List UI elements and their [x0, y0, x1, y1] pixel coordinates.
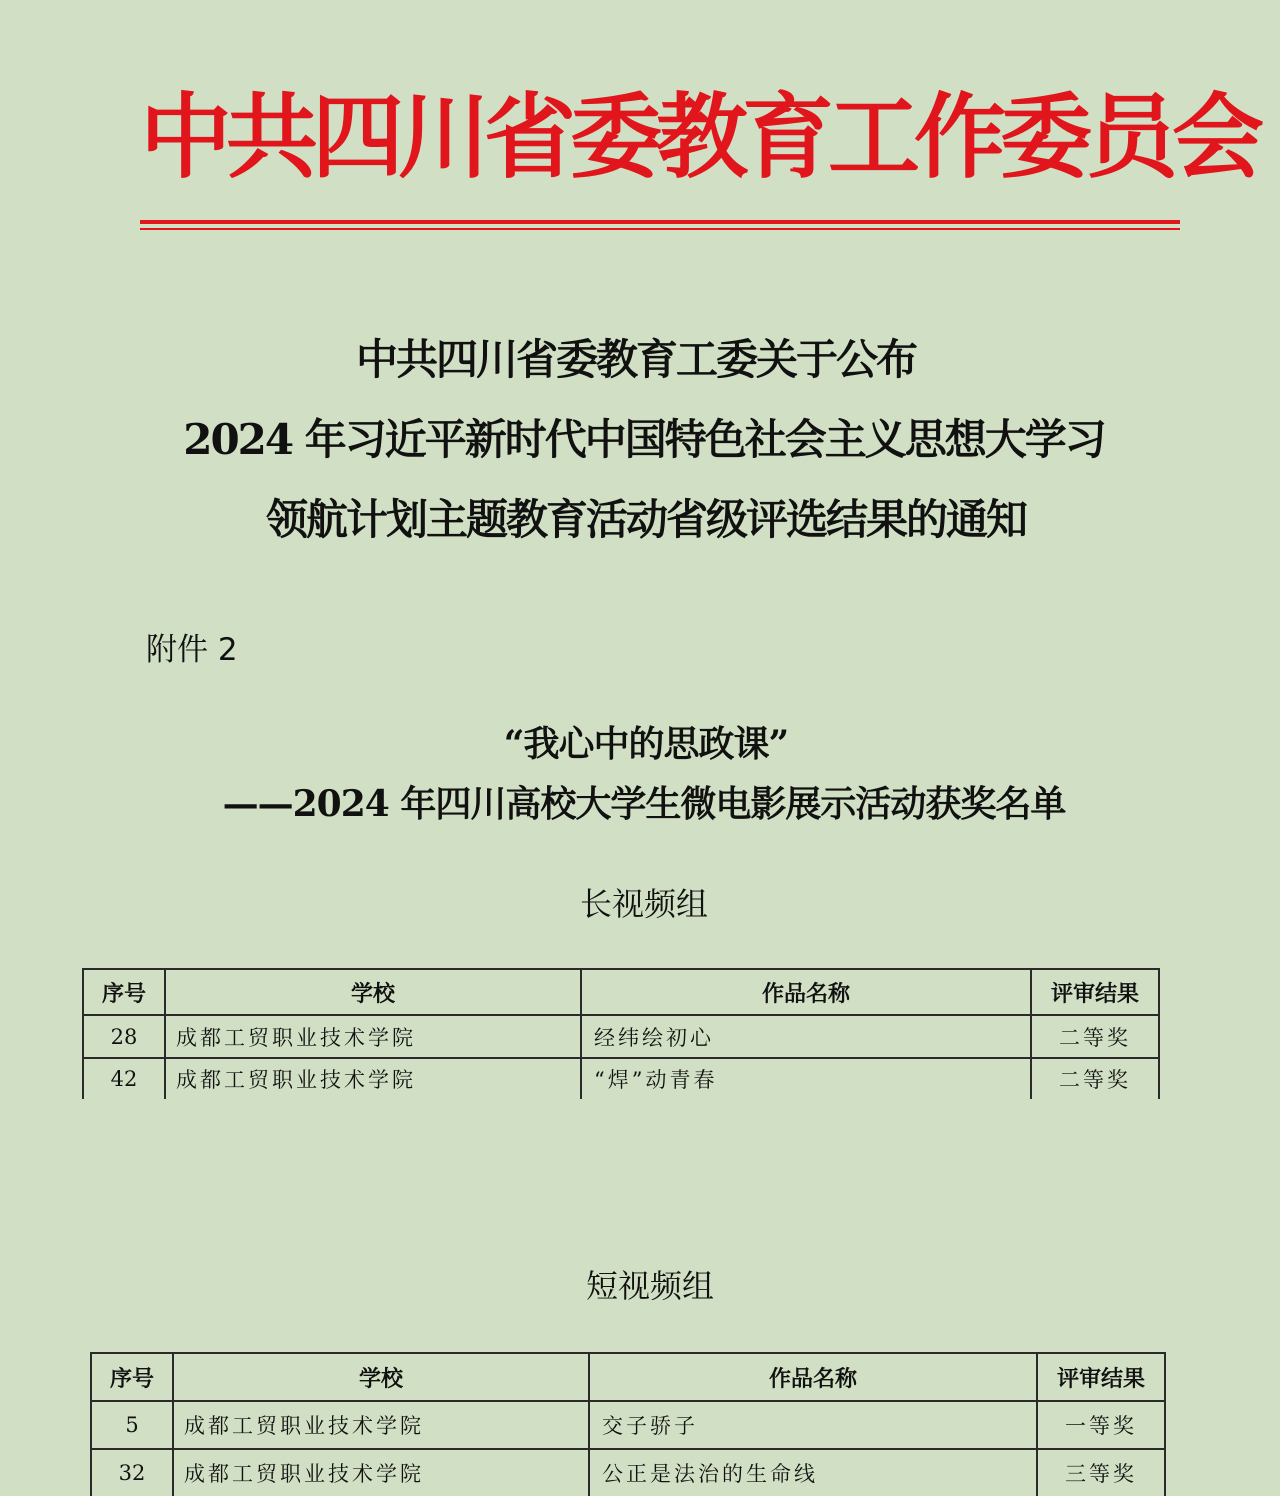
cell-result: 三等奖 [1037, 1449, 1165, 1496]
table-header-row [83, 969, 1159, 1015]
short-video-award-table [90, 1352, 1166, 1496]
notice-title-line-1: 中共四川省委教育工委关于公布 [355, 335, 916, 384]
column-header-result: 评审结果 [1037, 1353, 1165, 1401]
table-header-row [91, 1353, 1165, 1401]
cell-no: 42 [83, 1058, 165, 1099]
cell-work: “焊”动青春 [581, 1058, 1031, 1099]
list-title-line-1: “我心中的思政课” [503, 723, 789, 765]
column-header-no: 序号 [83, 969, 165, 1015]
column-header-result: 评审结果 [1031, 969, 1159, 1015]
long-video-group-heading: 长视频组 [579, 885, 708, 923]
list-title-line-2: ——2024 年四川高校大学生微电影展示活动获奖名单 [222, 783, 1066, 825]
column-header-work: 作品名称 [589, 1353, 1037, 1401]
table-row [91, 1401, 1165, 1449]
cell-result: 一等奖 [1037, 1401, 1165, 1449]
letterhead-red-rule-thick [140, 220, 1180, 224]
table-row [83, 1058, 1159, 1099]
table-row [91, 1449, 1165, 1496]
column-header-school: 学校 [165, 969, 581, 1015]
column-header-work: 作品名称 [581, 969, 1031, 1015]
cell-school: 成都工贸职业技术学院 [173, 1449, 589, 1496]
cell-school: 成都工贸职业技术学院 [165, 1015, 581, 1058]
attachment-label: 附件 2 [146, 632, 238, 668]
cell-work: 经纬绘初心 [581, 1015, 1031, 1058]
cell-school: 成都工贸职业技术学院 [173, 1401, 589, 1449]
cell-school: 成都工贸职业技术学院 [165, 1058, 581, 1099]
cell-no: 5 [91, 1401, 173, 1449]
column-header-school: 学校 [173, 1353, 589, 1401]
notice-title-line-3: 领航计划主题教育活动省级评选结果的通知 [265, 495, 1026, 544]
cell-work: 公正是法治的生命线 [589, 1449, 1037, 1496]
short-video-group-heading: 短视频组 [585, 1267, 714, 1305]
letterhead-org-name: 中共四川省委教育工作委员会 [140, 83, 1259, 191]
long-video-award-table [82, 968, 1160, 1099]
cell-no: 32 [91, 1449, 173, 1496]
cell-no: 28 [83, 1015, 165, 1058]
column-header-no: 序号 [91, 1353, 173, 1401]
notice-title-line-2: 2024 年习近平新时代中国特色社会主义思想大学习 [183, 415, 1105, 464]
cell-result: 二等奖 [1031, 1058, 1159, 1099]
table-row [83, 1015, 1159, 1058]
cell-result: 二等奖 [1031, 1015, 1159, 1058]
letterhead-red-rule-thin [140, 228, 1180, 230]
cell-work: 交子骄子 [589, 1401, 1037, 1449]
